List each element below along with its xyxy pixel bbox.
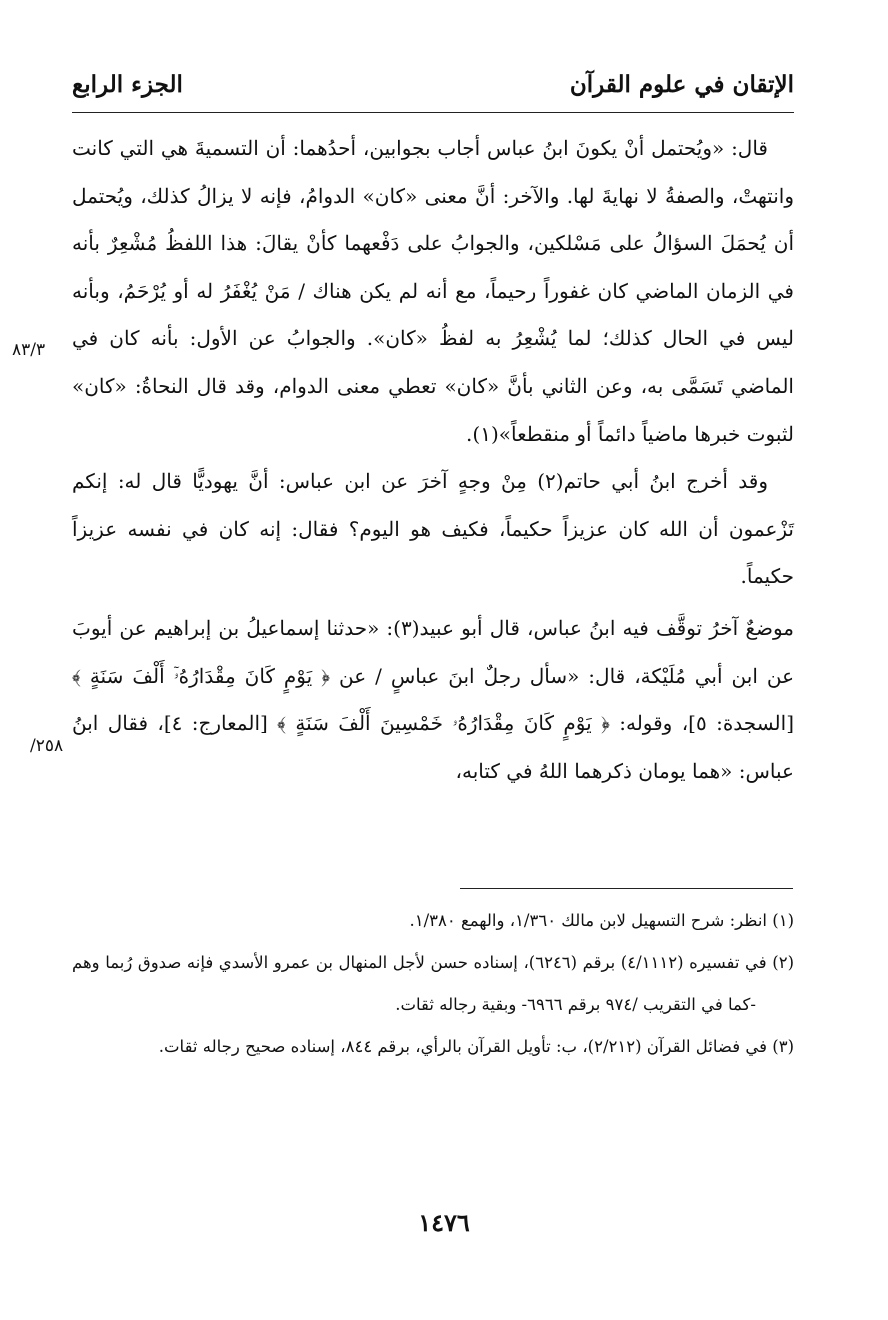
footnotes — [72, 900, 794, 1068]
paragraph: قال: «ويُحتمل أنْ يكونَ ابنُ عباس أجاب بجوابين، أحدُهما: أن التسميةَ هي التي كانت وانتهتْ، والصفةُ لا نهايةَ لها. والآخر: أنَّ معنى «كان» الدوامُ، فإنه لا يزالُ كذلك، ويُحتمل أن يُحمَلَ السؤالُ على مَسْلكين، والجوابُ على دَفْعهما كأنْ يقالَ: هذا اللفظُ مُشْعِرٌ بأنه في الزمان الماضي كان غفوراً رحيماً، مع أنه لم يكن هناك / مَنْ يُغْفَرُ له أو يُرْحَمُ، وبأنه ليس في الحال كذلك؛ لما يُشْعِرُ به لفظُ «كان». والجوابُ عن الأول: بأنه كان في الماضي تَسَمَّى به، وعن الثاني بأنَّ «كان» تعطي معنى الدوام، وقد قال النحاةُ: «كان» لثبوت خبرها ماضياً دائماً أو منقطعاً»(١). — [72, 136, 794, 446]
header-rule — [72, 112, 794, 113]
page-number: ١٤٧٦ — [418, 1208, 470, 1237]
footnote: (٣) في فضائل القرآن (٢/٢١٢)، ب: تأويل القرآن بالرأي، برقم ٨٤٤، إسناده صحيح رجاله ثقات. — [158, 1037, 794, 1056]
margin-reference: ٨٣/٣ — [12, 340, 46, 360]
footnote: (٢) في تفسيره (٤/١١١٢) برقم (٦٢٤٦)، إسناده حسن لأجل المنهال بن عمرو الأسدي فإنه صدوق رُبما وهم -كما في التقريب /٩٧٤ برقم ٦٩٦٦- وبقية رجاله ثقات. — [72, 953, 794, 1014]
footnote-rule — [460, 888, 793, 889]
running-header — [72, 62, 794, 106]
paragraph: موضعٌ آخرُ توقَّف فيه ابنُ عباس، قال أبو عبيد(٣): «حدثنا إسماعيلُ بن إبراهيم عن أيوبَ عن ابن أبي مُلَيْكة، قال: «سأل رجلٌ ابنَ عباسٍ / عن ﴿ يَوْمٍ كَانَ مِقْدَارُهُۥٓ أَلْفَ سَنَةٍ ﴾ [السجدة: ٥]، وقوله: ﴿ يَوْمٍ كَانَ مِقْدَارُهُۥ خَمْسِينَ أَلْفَ سَنَةٍ ﴾ [المعارج: ٤]، فقال ابنُ عباس: «هما يومان ذكرهما اللهُ في كتابه، — [72, 615, 794, 783]
book-title: الإتقان في علوم القرآن — [569, 70, 794, 98]
volume-label: الجزء الرابع — [72, 70, 183, 98]
footnote: (١) انظر: شرح التسهيل لابن مالك ١/٣٦٠، والهمع ١/٣٨٠. — [409, 911, 794, 930]
margin-reference: ٢٥٨/ — [30, 736, 64, 756]
paragraph: وقد أخرج ابنُ أبي حاتم(٢) مِنْ وجهٍ آخرَ عن ابن عباس: أنَّ يهوديًّا قال له: إنكم تَزْعمون أن الله كان عزيزاً حكيماً، فكيف هو اليوم؟ فقال: إنه كان في نفسه عزيزاً حكيماً. — [72, 469, 794, 589]
main-text — [72, 125, 794, 795]
